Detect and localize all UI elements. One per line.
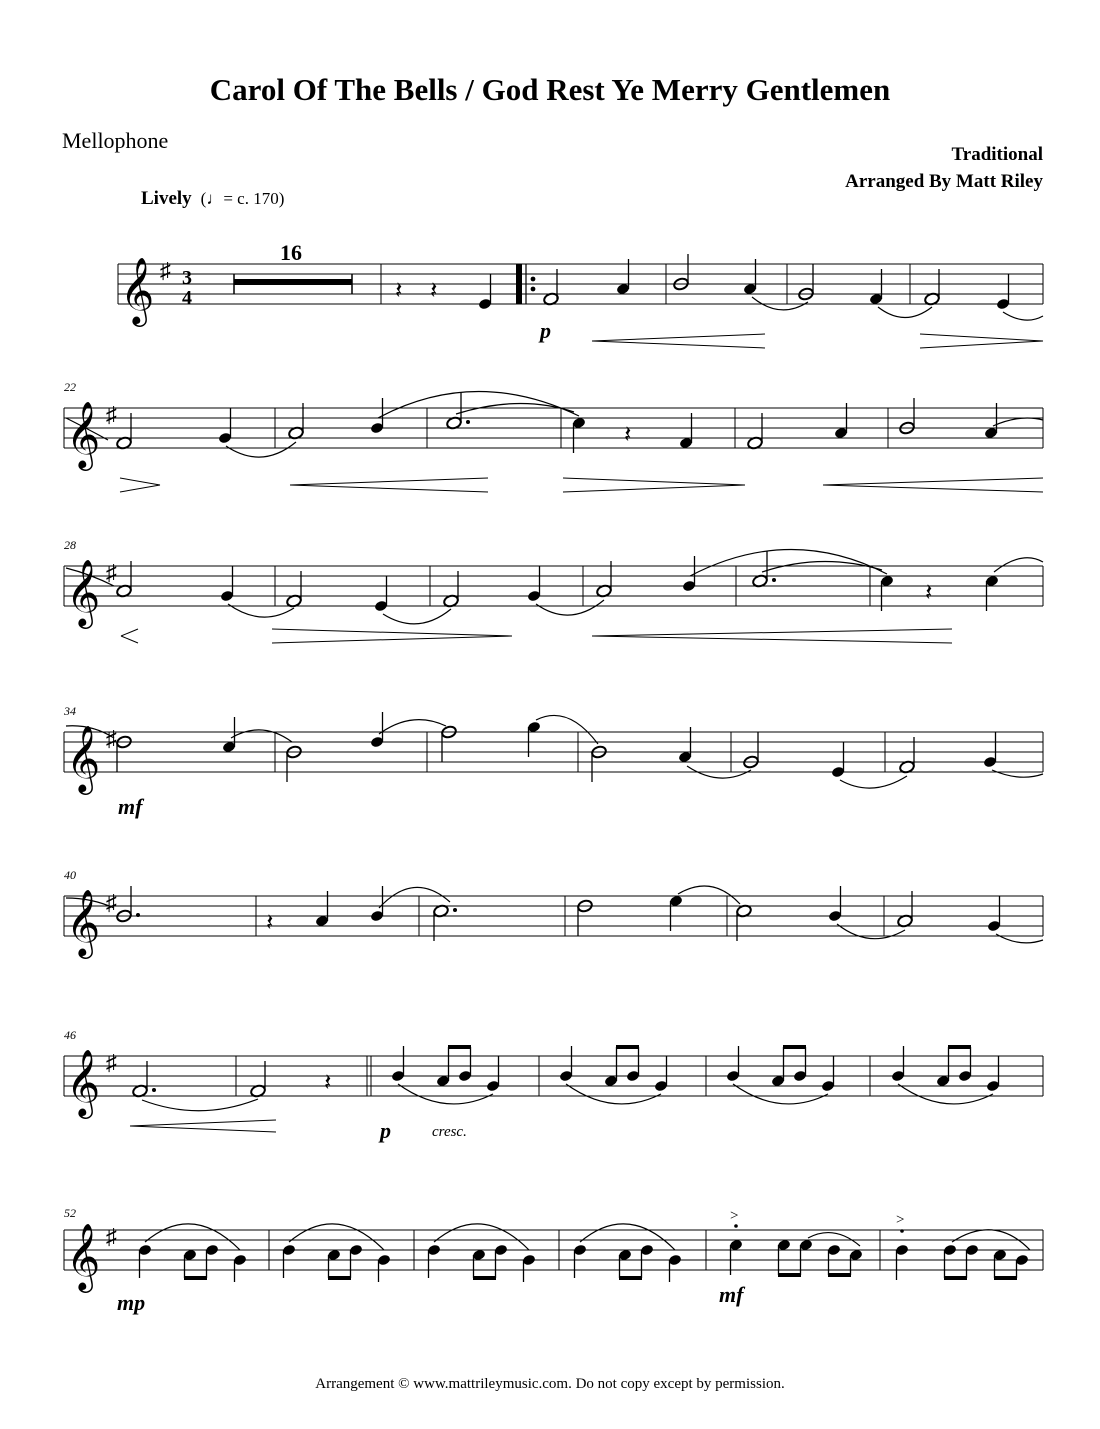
treble-clef-icon: 𝄞 [66,1224,101,1289]
tempo-word: Lively [141,188,192,209]
staff-1 [0,230,1100,370]
staccato-dot [734,1224,738,1228]
measure-number: 46 [64,1028,76,1042]
treble-clef-icon: 𝄞 [66,402,101,467]
staff-2 [0,374,1100,514]
quarter-rest-icon: 𝄽 [324,1070,332,1096]
quarter-rest-icon: 𝄽 [925,580,933,606]
staff-7 [0,1180,1100,1320]
instrument-name: Mellophone [62,128,169,153]
staff-system-5 [0,862,1100,1002]
key-sharp-icon: ♯ [106,1224,117,1249]
multirest-count: 16 [280,240,302,265]
eighth-note-groups [391,1045,1000,1104]
dynamic-mp: mp [117,1290,146,1315]
treble-clef-icon: 𝄞 [120,258,155,323]
quarter-rest-icon: 𝄽 [624,422,632,448]
metronome-mark: (♩= c. 170) [196,189,285,208]
dynamic-cresc: cresc. [432,1124,467,1140]
staff-3 [0,532,1100,672]
measure-number: 34 [64,704,76,718]
staff-5 [0,862,1100,1002]
accent-mark: > [896,1212,905,1228]
arranger: Arranged By Matt Riley [845,171,1043,192]
staff-6 [0,1022,1100,1162]
treble-clef-icon: 𝄞 [66,890,101,955]
accent-mark: > [730,1208,739,1224]
key-sharp-icon: ♯ [106,726,117,751]
copyright-footer: Arrangement © www.mattrileymusic.com. Do not copy except by permission. [315,1376,785,1392]
quarter-note-icon: ♩ [206,189,224,208]
staff-system-3 [0,532,1100,672]
staff-system-7 [0,1180,1100,1320]
dynamic-p: p [540,318,551,343]
score-title: Carol Of The Bells / God Rest Ye Merry Gentlemen [209,72,891,107]
measure-number: 22 [64,380,76,394]
staccato-dot [900,1229,904,1233]
time-sig-top: 3 [182,267,192,289]
key-sharp-icon: ♯ [160,258,171,283]
key-sharp-icon: ♯ [106,1050,117,1075]
time-sig-bottom: 4 [182,287,192,309]
staff-system-4 [0,690,1100,830]
dynamic-mf: mf [118,794,143,819]
staff-4 [0,690,1100,830]
eighth-note-groups [138,1224,682,1282]
measure-number: 28 [64,538,76,552]
treble-clef-icon: 𝄞 [66,726,101,791]
quarter-rest-icon: 𝄽 [266,910,274,936]
treble-clef-icon: 𝄞 [66,560,101,625]
quarter-rest-icon: 𝄽 [430,278,438,304]
dynamic-mf: mf [719,1282,744,1307]
staff-system-2 [0,374,1100,514]
multimeasure-rest [234,279,352,285]
measure-number: 52 [64,1206,76,1220]
treble-clef-icon: 𝄞 [66,1050,101,1115]
credits [845,141,1043,195]
dynamic-p: p [380,1118,391,1143]
staff-system-1 [0,230,1100,370]
key-sharp-icon: ♯ [106,890,117,915]
key-sharp-icon: ♯ [106,402,117,427]
measure-number: 40 [64,868,76,882]
repeat-barline [516,264,522,304]
quarter-rest-icon: 𝄽 [395,278,403,304]
composer: Traditional [951,144,1043,165]
key-sharp-icon: ♯ [106,560,117,585]
tempo-marking [141,188,284,210]
staff-system-6 [0,1022,1100,1162]
